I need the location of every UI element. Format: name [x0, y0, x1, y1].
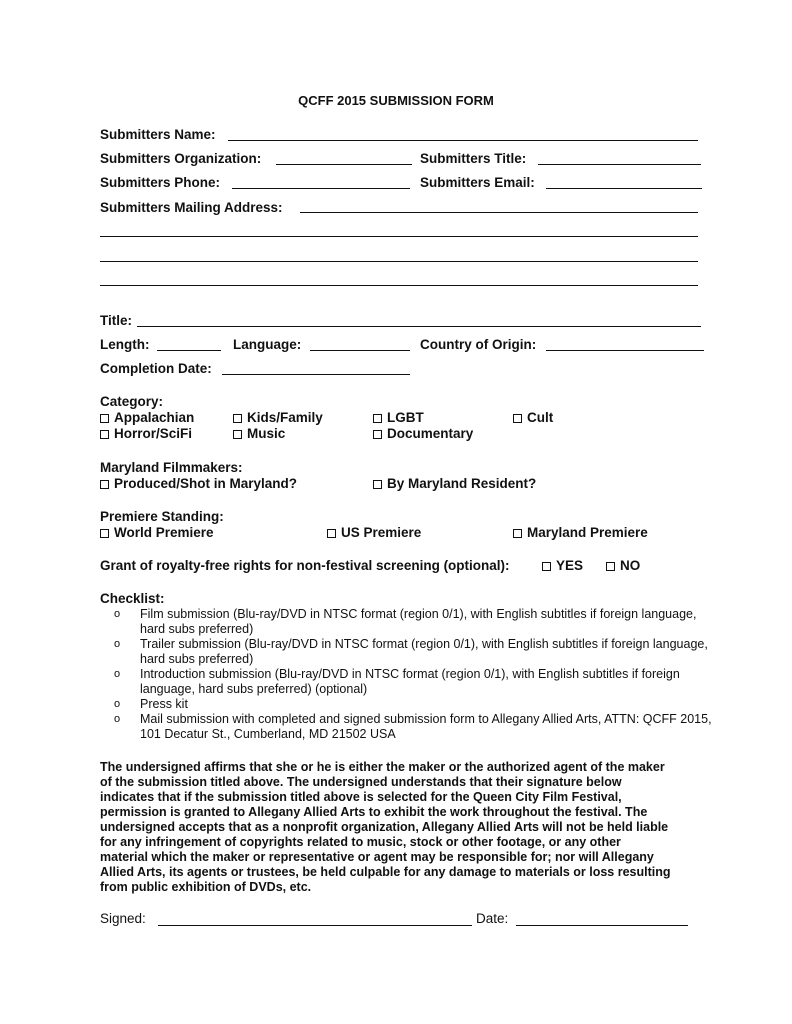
affirmation-line: indicates that if the submission titled above is selected for the Queen City Film Festival, — [100, 790, 622, 804]
premiere-us-label: US Premiere — [341, 525, 422, 540]
submitter-org-label: Submitters Organization: — [100, 151, 262, 166]
bullet-icon: o — [114, 608, 121, 620]
date-label: Date: — [476, 911, 509, 926]
premiere-world[interactable] — [100, 525, 214, 541]
checklist-item-text: Press kit — [140, 697, 188, 711]
checkbox-icon[interactable] — [513, 529, 522, 538]
submitter-name-label: Submitters Name: — [100, 127, 216, 142]
checklist-heading: Checklist: — [100, 591, 165, 606]
category-appalachian[interactable] — [100, 410, 194, 426]
submitter-org-field[interactable] — [276, 164, 412, 165]
checklist-item — [116, 712, 716, 742]
premiere-heading: Premiere Standing: — [100, 509, 224, 524]
film-language-field[interactable] — [310, 350, 410, 351]
submitter-phone-field[interactable] — [232, 188, 410, 189]
checkbox-icon[interactable] — [373, 480, 382, 489]
checkbox-icon[interactable] — [542, 562, 551, 571]
maryland-produced[interactable] — [100, 476, 297, 492]
completion-date-field[interactable] — [222, 374, 410, 375]
film-country-field[interactable] — [546, 350, 704, 351]
checkbox-icon[interactable] — [606, 562, 615, 571]
category-documentary[interactable] — [373, 426, 473, 442]
grant-no[interactable] — [606, 558, 640, 574]
maryland-heading: Maryland Filmmakers: — [100, 460, 243, 475]
checkbox-icon[interactable] — [100, 414, 109, 423]
category-horror-scifi-label: Horror/SciFi — [114, 426, 193, 441]
bullet-icon: o — [114, 638, 121, 650]
premiere-us[interactable] — [327, 525, 421, 541]
affirmation-line: from public exhibition of DVDs, etc. — [100, 880, 312, 894]
checklist-item — [116, 697, 716, 712]
bullet-icon: o — [114, 668, 121, 680]
affirmation-line: material which the maker or representative or agent may be responsible for; nor will Allegany — [100, 850, 654, 864]
category-music[interactable] — [233, 426, 285, 442]
signed-label: Signed: — [100, 911, 146, 926]
maryland-resident[interactable] — [373, 476, 536, 492]
submitter-address-field-2[interactable] — [100, 236, 698, 237]
checklist-item — [116, 637, 716, 667]
affirmation-paragraph — [100, 760, 710, 895]
checkbox-icon[interactable] — [233, 414, 242, 423]
checklist-item — [116, 607, 716, 637]
submitter-address-field-1[interactable] — [300, 212, 698, 213]
submitter-address-label: Submitters Mailing Address: — [100, 200, 283, 215]
affirmation-line: undersigned accepts that as a nonprofit organization, Allegany Allied Arts will not be held liable — [100, 820, 669, 834]
affirmation-line: permission is granted to Allegany Allied Arts to exhibit the work throughout the festival. The — [100, 805, 648, 819]
submitter-address-field-3[interactable] — [100, 261, 698, 262]
category-appalachian-label: Appalachian — [114, 410, 195, 425]
maryland-produced-label: Produced/Shot in Maryland? — [114, 476, 298, 491]
category-kids-family-label: Kids/Family — [247, 410, 323, 425]
premiere-maryland-label: Maryland Premiere — [527, 525, 648, 540]
submitter-email-label: Submitters Email: — [420, 175, 535, 190]
completion-date-label: Completion Date: — [100, 361, 212, 376]
signature-field[interactable] — [158, 925, 472, 926]
category-music-label: Music — [247, 426, 286, 441]
submitter-email-field[interactable] — [546, 188, 702, 189]
grant-no-label: NO — [620, 558, 641, 573]
maryland-resident-label: By Maryland Resident? — [387, 476, 537, 491]
film-title-field[interactable] — [137, 326, 701, 327]
grant-label: Grant of royalty-free rights for non-festival screening (optional): — [100, 558, 510, 573]
film-title-label: Title: — [100, 313, 133, 328]
category-documentary-label: Documentary — [387, 426, 474, 441]
category-kids-family[interactable] — [233, 410, 323, 426]
category-heading: Category: — [100, 394, 164, 409]
checklist-item — [116, 667, 716, 697]
bullet-icon: o — [114, 698, 121, 710]
checkbox-icon[interactable] — [233, 430, 242, 439]
checkbox-icon[interactable] — [327, 529, 336, 538]
film-length-field[interactable] — [157, 350, 221, 351]
grant-yes[interactable] — [542, 558, 583, 574]
checklist-item-text: Mail submission with completed and signed submission form to Allegany Allied Arts, ATTN: QCFF 2015, 101 Decatur St., Cumberland, MD 21502 USA — [140, 712, 712, 741]
checklist-item-text: Trailer submission (Blu-ray/DVD in NTSC format (region 0/1), with English subtitles if foreign language, hard subs preferred) — [140, 637, 708, 666]
submitter-title-label: Submitters Title: — [420, 151, 527, 166]
bullet-icon: o — [114, 713, 121, 725]
film-language-label: Language: — [233, 337, 302, 352]
category-lgbt[interactable] — [373, 410, 424, 426]
affirmation-line: of the submission titled above. The undersigned understands that their signature below — [100, 775, 622, 789]
checkbox-icon[interactable] — [100, 529, 109, 538]
checkbox-icon[interactable] — [100, 480, 109, 489]
date-field[interactable] — [516, 925, 688, 926]
film-length-label: Length: — [100, 337, 150, 352]
submitter-title-field[interactable] — [538, 164, 701, 165]
film-country-label: Country of Origin: — [420, 337, 537, 352]
category-horror-scifi[interactable] — [100, 426, 192, 442]
checkbox-icon[interactable] — [373, 430, 382, 439]
checkbox-icon[interactable] — [513, 414, 522, 423]
submitter-phone-label: Submitters Phone: — [100, 175, 221, 190]
category-lgbt-label: LGBT — [387, 410, 424, 425]
submitter-address-field-4[interactable] — [100, 285, 698, 286]
affirmation-line: Allied Arts, its agents or trustees, be held culpable for any damage to materials or loss resulting — [100, 865, 671, 879]
premiere-maryland[interactable] — [513, 525, 648, 541]
checkbox-icon[interactable] — [373, 414, 382, 423]
form-title: QCFF 2015 SUBMISSION FORM — [298, 93, 494, 108]
affirmation-line: for any infringement of copyrights related to music, stock or other footage, or any other — [100, 835, 621, 849]
checkbox-icon[interactable] — [100, 430, 109, 439]
category-cult[interactable] — [513, 410, 553, 426]
checklist-item-text: Introduction submission (Blu-ray/DVD in NTSC format (region 0/1), with English subtitles if foreign language, hard subs preferred) (optional) — [140, 667, 680, 696]
premiere-world-label: World Premiere — [114, 525, 214, 540]
checklist-item-text: Film submission (Blu-ray/DVD in NTSC format (region 0/1), with English subtitles if foreign language, hard subs preferred) — [140, 607, 697, 636]
submitter-name-field[interactable] — [228, 140, 698, 141]
affirmation-line: The undersigned affirms that she or he is either the maker or the authorized agent of the maker — [100, 760, 665, 774]
grant-yes-label: YES — [556, 558, 584, 573]
category-cult-label: Cult — [527, 410, 554, 425]
